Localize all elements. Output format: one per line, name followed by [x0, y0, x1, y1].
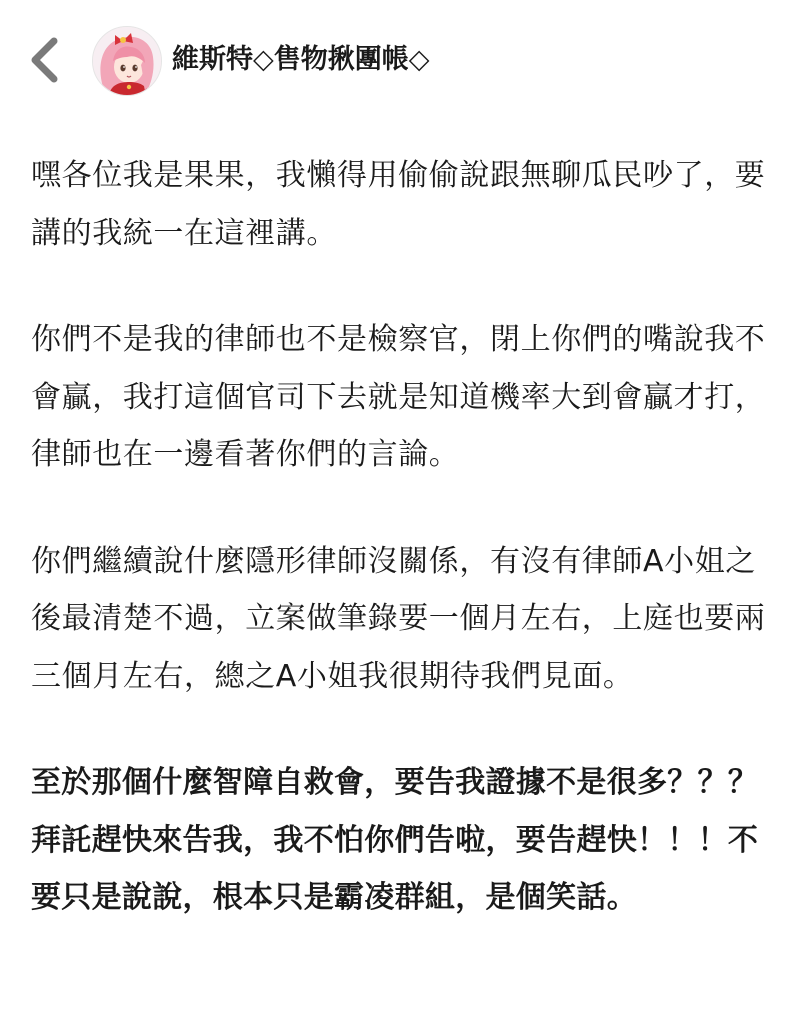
chevron-left-icon	[24, 36, 68, 84]
back-button[interactable]	[24, 36, 68, 84]
anime-avatar-icon	[93, 27, 161, 95]
post-paragraph: 嘿各位我是果果，我懶得用偷偷說跟無聊瓜民吵了，要講的我統一在這裡講。	[31, 158, 766, 251]
post-paragraph: 你們不是我的律師也不是檢察官，閉上你們的嘴說我不會贏，我打這個官司下去就是知道機率大到會贏才打，律師也在一邊看著你們的言論。	[31, 322, 766, 472]
username[interactable]: 維斯特◇售物揪團帳◇	[172, 44, 430, 75]
avatar[interactable]	[92, 26, 162, 96]
post-body	[31, 147, 776, 976]
post-paragraph: 你們繼續說什麼隱形律師沒關係，有沒有律師A小姐之後最清楚不過，立案做筆錄要一個月左右，上庭也要兩三個月左右，總之A小姐我很期待我們見面。	[31, 543, 766, 694]
post-header	[0, 0, 803, 120]
post-paragraph-emphasized: 至於那個什麼智障自救會，要告我證據不是很多？？？拜託趕快來告我，我不怕你們告啦，要告趕快！！！不要只是說說，根本只是霸凌群組，是個笑話。	[31, 765, 759, 915]
